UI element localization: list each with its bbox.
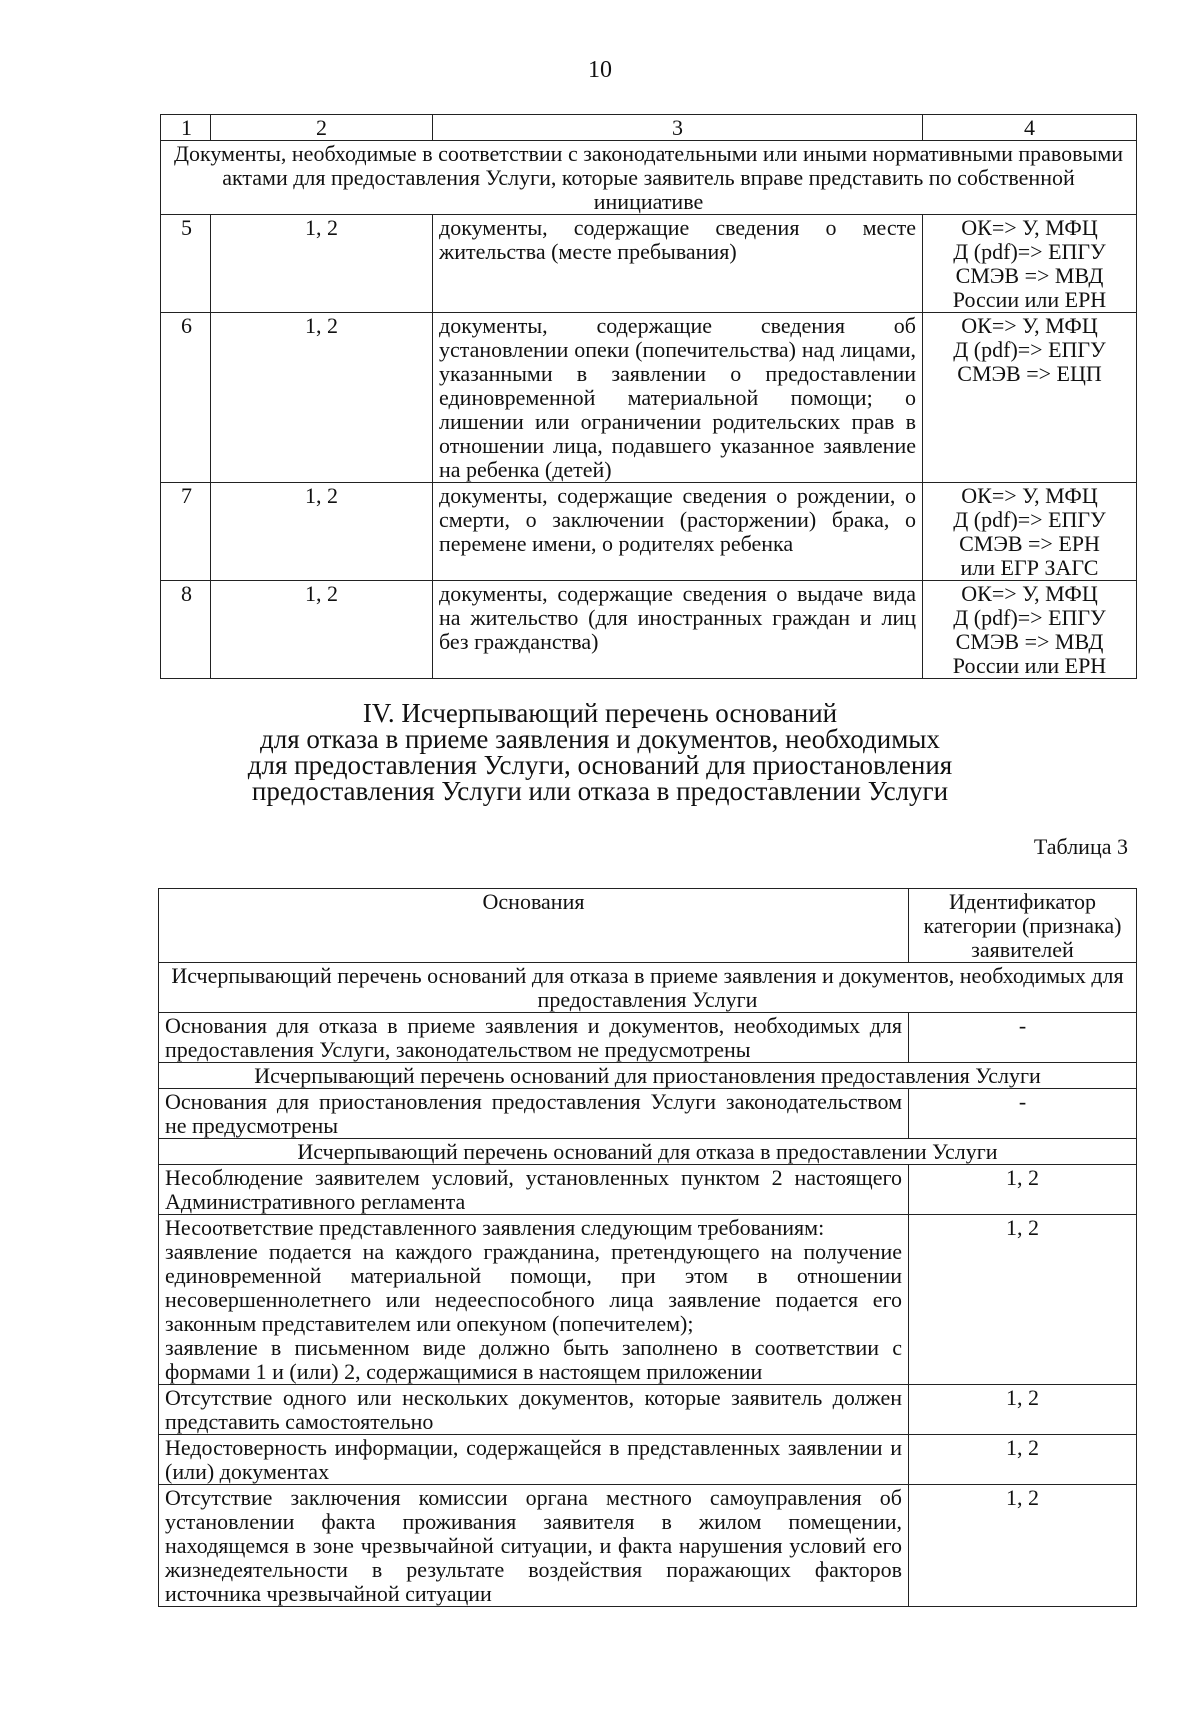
table-row	[161, 581, 1137, 679]
table-row	[159, 1165, 1137, 1215]
row-number: 7	[161, 483, 211, 581]
grounds-header: Основания	[159, 889, 909, 963]
method-line: России или ЕРН	[952, 287, 1107, 312]
table-row	[161, 483, 1137, 581]
group-title: Исчерпывающий перечень оснований для приостановления предоставления Услуги	[159, 1063, 1137, 1089]
method-line: России или ЕРН	[952, 653, 1107, 678]
row-method	[923, 215, 1137, 313]
row-number: 8	[161, 581, 211, 679]
section-heading	[0, 700, 1200, 804]
method-line: Д (pdf)=> ЕПГУ	[953, 337, 1106, 362]
method-line: СМЭВ => ЕЦП	[957, 361, 1102, 386]
row-number: 6	[161, 313, 211, 483]
group-title: Исчерпывающий перечень оснований для отказа в предоставлении Услуги	[159, 1139, 1137, 1165]
row-description: документы, содержащие сведения о рождении, о смерти, о заключении (расторжении) брака, о перемене имени, о родителях ребенка	[433, 483, 923, 581]
column-number-2: 2	[211, 115, 433, 141]
column-number-1: 1	[161, 115, 211, 141]
ground-value: 1, 2	[909, 1385, 1137, 1435]
row-category: 1, 2	[211, 215, 433, 313]
table-row	[161, 215, 1137, 313]
group-title-row	[159, 1063, 1137, 1089]
row-method	[923, 581, 1137, 679]
ground-value: -	[909, 1013, 1137, 1063]
ground-value: 1, 2	[909, 1435, 1137, 1485]
table-row	[161, 313, 1137, 483]
method-line: Д (pdf)=> ЕПГУ	[953, 507, 1106, 532]
ground-text: Основания для приостановления предоставления Услуги законодательством не предусмотрены	[159, 1089, 909, 1139]
ground-value: 1, 2	[909, 1165, 1137, 1215]
group-title: Исчерпывающий перечень оснований для отказа в приеме заявления и документов, необходимых для предоставления Услуги	[159, 963, 1137, 1013]
ground-text: Несоответствие представленного заявления следующим требованиям: заявление подается на каждого гражданина, претендующего на получение единовременной материальной помощи, при этом в отношении несовершеннолетнего или недееспособного лица заявление подается его законным представителем или опекуном (попечителем); заявление в письменном виде должно быть заполнено в соответствии с формами 1 и (или) 2, содержащимися в настоящем приложении	[159, 1215, 909, 1385]
row-description: документы, содержащие сведения о месте жительства (месте пребывания)	[433, 215, 923, 313]
method-line: ОК=> У, МФЦ	[961, 215, 1098, 240]
method-line: ОК=> У, МФЦ	[961, 483, 1098, 508]
table-row	[159, 1485, 1137, 1607]
ground-text: Несоблюдение заявителем условий, установленных пунктом 2 настоящего Административного регламента	[159, 1165, 909, 1215]
ground-value: -	[909, 1089, 1137, 1139]
column-number-4: 4	[923, 115, 1137, 141]
row-description: документы, содержащие сведения об установлении опеки (попечительства) над лицами, указанными в заявлении о предоставлении единовременной материальной помощи; о лишении или ограничении родительских прав в отношении лица, подавшего указанное заявление на ребенка (детей)	[433, 313, 923, 483]
ground-value: 1, 2	[909, 1215, 1137, 1385]
method-line: СМЭВ => МВД	[955, 629, 1104, 654]
documents-table	[160, 114, 1137, 679]
section-heading-line: IV. Исчерпывающий перечень оснований	[362, 698, 838, 728]
table-row	[159, 1385, 1137, 1435]
row-category: 1, 2	[211, 581, 433, 679]
row-description: документы, содержащие сведения о выдаче вида на жительство (для иностранных граждан и лиц без гражданства)	[433, 581, 923, 679]
page-number: 10	[588, 57, 612, 83]
ground-text: Отсутствие заключения комиссии органа местного самоуправления об установлении факта проживания заявителя в жилом помещении, находящемся в зоне чрезвычайной ситуации, и факта нарушения условий его жизнедеятельности в результате воздействия поражающих факторов источника чрезвычайной ситуации	[159, 1485, 909, 1607]
method-line: или ЕГР ЗАГС	[960, 555, 1099, 580]
table-header-row	[161, 115, 1137, 141]
section-heading-line: для предоставления Услуги, оснований для приостановления	[247, 750, 953, 780]
ground-value: 1, 2	[909, 1485, 1137, 1607]
table-header-row	[159, 889, 1137, 963]
table-section-row	[161, 141, 1137, 215]
method-line: Д (pdf)=> ЕПГУ	[953, 605, 1106, 630]
row-method	[923, 483, 1137, 581]
method-line: Д (pdf)=> ЕПГУ	[953, 239, 1106, 264]
row-category: 1, 2	[211, 313, 433, 483]
table-row	[159, 1215, 1137, 1385]
section-heading-line: предоставления Услуги или отказа в предоставлении Услуги	[251, 776, 949, 806]
group-title-row	[159, 1139, 1137, 1165]
column-number-3: 3	[433, 115, 923, 141]
section-heading-line: для отказа в приеме заявления и документов, необходимых	[260, 724, 940, 754]
method-line: СМЭВ => МВД	[955, 263, 1104, 288]
ground-text: Отсутствие одного или нескольких документов, которые заявитель должен представить самостоятельно	[159, 1385, 909, 1435]
table-row	[159, 1013, 1137, 1063]
row-number: 5	[161, 215, 211, 313]
ground-text: Недостоверность информации, содержащейся в представленных заявлении и (или) документах	[159, 1435, 909, 1485]
table-caption: Таблица 3	[1033, 834, 1128, 859]
ground-text: Основания для отказа в приеме заявления и документов, необходимых для предоставления Услуги, законодательством не предусмотрены	[159, 1013, 909, 1063]
row-category: 1, 2	[211, 483, 433, 581]
method-line: СМЭВ => ЕРН	[959, 531, 1100, 556]
method-line: ОК=> У, МФЦ	[961, 313, 1098, 338]
category-id-header: Идентификатор категории (признака) заявителей	[909, 889, 1137, 963]
group-title-row	[159, 963, 1137, 1013]
table-row	[159, 1089, 1137, 1139]
row-method	[923, 313, 1137, 483]
method-line: ОК=> У, МФЦ	[961, 581, 1098, 606]
table-row	[159, 1435, 1137, 1485]
section-title-cell: Документы, необходимые в соответствии с законодательными или иными нормативными правовыми актами для предоставления Услуги, которые заявитель вправе представить по собственной инициативе	[161, 141, 1137, 215]
grounds-table	[158, 888, 1137, 1607]
